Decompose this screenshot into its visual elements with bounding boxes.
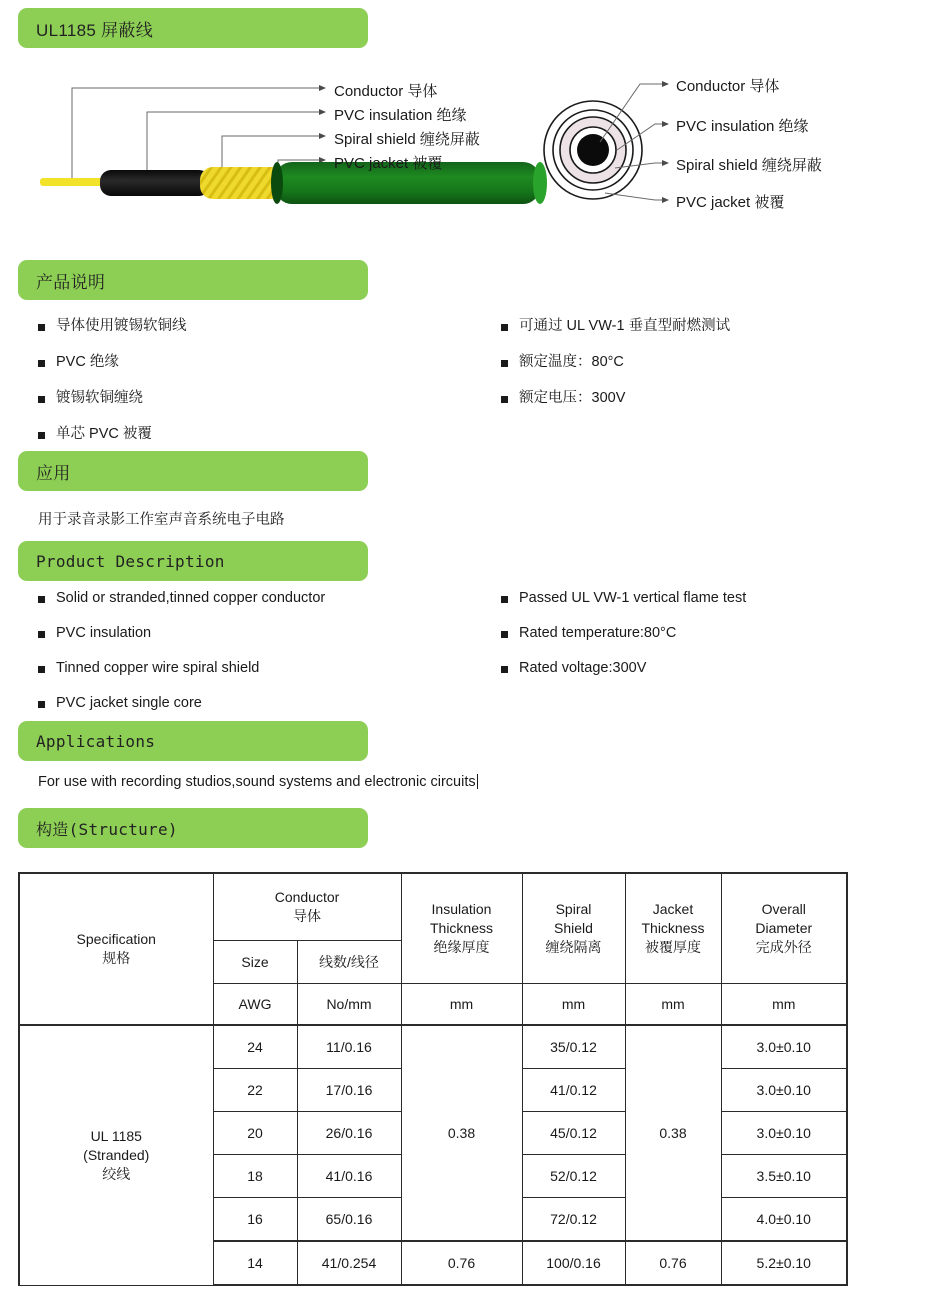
title-band bbox=[18, 8, 368, 48]
unit-mm-jacket: mm bbox=[625, 984, 721, 1026]
list-item-label: Rated voltage:300V bbox=[519, 660, 647, 677]
side-label-pvc-jacket: PVC jacket 被覆 bbox=[334, 155, 443, 172]
cross-label-spiral-shield: Spiral shield 缠绕屏蔽 bbox=[676, 157, 822, 174]
list-item bbox=[38, 589, 325, 607]
list-item bbox=[38, 353, 187, 371]
list-item bbox=[501, 659, 746, 677]
square-bullet-icon bbox=[38, 324, 45, 331]
list-item bbox=[501, 389, 730, 407]
list-item-label: 额定温度：80°C bbox=[519, 354, 624, 371]
cell-specification-label bbox=[19, 1025, 213, 1285]
cell-nomm: 41/0.16 bbox=[297, 1155, 401, 1198]
list-item-label: PVC 绝缘 bbox=[56, 354, 119, 371]
cell-spiral-shield: 100/0.16 bbox=[522, 1241, 625, 1285]
square-bullet-icon bbox=[501, 360, 508, 367]
list-item bbox=[38, 659, 325, 677]
list-item-label: 额定电压：300V bbox=[519, 390, 626, 407]
cell-awg: 18 bbox=[213, 1155, 297, 1198]
cell-insulation-thickness: 0.38 bbox=[401, 1025, 522, 1241]
list-item bbox=[501, 624, 746, 642]
square-bullet-icon bbox=[501, 631, 508, 638]
cell-awg: 20 bbox=[213, 1112, 297, 1155]
header-shield-line2: Shield bbox=[554, 920, 593, 937]
table-header-row-1 bbox=[19, 873, 847, 941]
header-size-cn: 线数/线径 bbox=[297, 941, 401, 984]
list-item bbox=[38, 694, 325, 712]
cell-jacket-thickness: 0.76 bbox=[625, 1241, 721, 1285]
unit-mm-insulation: mm bbox=[401, 984, 522, 1026]
product-description-en-left-list bbox=[38, 589, 325, 730]
header-jacket-cn: 被覆厚度 bbox=[645, 938, 701, 955]
list-item-label: Rated temperature:80°C bbox=[519, 625, 677, 642]
cell-jacket-thickness: 0.38 bbox=[625, 1025, 721, 1241]
square-bullet-icon bbox=[38, 596, 45, 603]
header-size: Size bbox=[213, 941, 297, 984]
header-od-cn: 完成外径 bbox=[755, 938, 812, 955]
cell-spiral-shield: 35/0.12 bbox=[522, 1025, 625, 1069]
section-heading-product-description-en bbox=[18, 541, 368, 581]
side-label-conductor: Conductor 导体 bbox=[334, 83, 438, 100]
list-item-label: 单芯 PVC 被覆 bbox=[56, 426, 152, 443]
header-specification-en: Specification bbox=[76, 931, 156, 948]
section-heading-structure bbox=[18, 808, 368, 848]
heading-label: Product Description bbox=[36, 551, 225, 571]
list-item-label: Tinned copper wire spiral shield bbox=[56, 660, 260, 677]
cell-nomm: 65/0.16 bbox=[297, 1198, 401, 1242]
header-jacket-line1: Jacket bbox=[652, 901, 694, 918]
table-row bbox=[19, 1025, 847, 1069]
square-bullet-icon bbox=[38, 432, 45, 439]
list-item-label: PVC jacket single core bbox=[56, 695, 202, 712]
cell-awg: 14 bbox=[213, 1241, 297, 1285]
cell-awg: 22 bbox=[213, 1069, 297, 1112]
header-specification-cn: 规格 bbox=[102, 950, 131, 966]
square-bullet-icon bbox=[501, 596, 508, 603]
heading-label: Applications bbox=[36, 731, 156, 751]
list-item bbox=[38, 425, 187, 443]
square-bullet-icon bbox=[38, 666, 45, 673]
unit-awg: AWG bbox=[213, 984, 297, 1026]
list-item bbox=[501, 353, 730, 371]
list-item-label: 镀锡软铜缠绕 bbox=[56, 390, 143, 407]
list-item-label: Solid or stranded,tinned copper conductor bbox=[56, 590, 326, 606]
cell-awg: 16 bbox=[213, 1198, 297, 1242]
header-specification bbox=[19, 873, 213, 1025]
cross-label-conductor: Conductor 导体 bbox=[676, 78, 780, 95]
cell-overall-diameter: 4.0±0.10 bbox=[721, 1198, 847, 1242]
header-od-line1: Overall bbox=[761, 901, 806, 918]
applications-en-text bbox=[38, 774, 478, 790]
cell-spiral-shield: 41/0.12 bbox=[522, 1069, 625, 1112]
cell-insulation-thickness: 0.76 bbox=[401, 1241, 522, 1285]
side-label-pvc-insulation: PVC insulation 绝缘 bbox=[334, 107, 467, 124]
cross-label-pvc-insulation: PVC insulation 绝缘 bbox=[676, 118, 809, 135]
cell-overall-diameter: 5.2±0.10 bbox=[721, 1241, 847, 1285]
list-item-label: Passed UL VW-1 vertical flame test bbox=[519, 590, 747, 606]
section-heading-applications-cn bbox=[18, 451, 368, 491]
cell-spiral-shield: 45/0.12 bbox=[522, 1112, 625, 1155]
list-item bbox=[38, 624, 325, 642]
cell-spiral-shield: 52/0.12 bbox=[522, 1155, 625, 1198]
square-bullet-icon bbox=[38, 360, 45, 367]
product-description-en-right-list bbox=[501, 589, 746, 694]
unit-mm-shield: mm bbox=[522, 984, 625, 1026]
applications-en-label: For use with recording studios,sound systems and electronic circuits bbox=[38, 774, 476, 790]
square-bullet-icon bbox=[501, 324, 508, 331]
header-shield-cn: 缠绕隔离 bbox=[545, 938, 602, 955]
cell-nomm: 41/0.254 bbox=[297, 1241, 401, 1285]
square-bullet-icon bbox=[38, 631, 45, 638]
spec-label-line1: UL 1185 bbox=[90, 1127, 142, 1144]
text-caret bbox=[477, 774, 478, 789]
list-item bbox=[38, 389, 187, 407]
header-conductor-cn: 导体 bbox=[293, 908, 321, 924]
list-item-label: 可通过 UL VW-1 垂直型耐燃测试 bbox=[519, 318, 731, 334]
header-shield-line1: Spiral bbox=[555, 901, 592, 918]
square-bullet-icon bbox=[38, 396, 45, 403]
spec-label-line2: (Stranded) bbox=[83, 1146, 150, 1163]
cable-diagram bbox=[0, 62, 941, 237]
header-jacket-thickness bbox=[625, 873, 721, 984]
list-item bbox=[501, 589, 746, 607]
cell-nomm: 17/0.16 bbox=[297, 1069, 401, 1112]
cell-nomm: 26/0.16 bbox=[297, 1112, 401, 1155]
list-item-label: PVC insulation bbox=[56, 625, 152, 642]
square-bullet-icon bbox=[501, 666, 508, 673]
page-title: UL1185 屏蔽线 bbox=[36, 20, 154, 40]
list-item-label: 导体使用镀锡软铜线 bbox=[56, 318, 187, 334]
header-spiral-shield bbox=[522, 873, 625, 984]
heading-label: 构造(Structure) bbox=[36, 819, 178, 839]
cross-label-pvc-jacket: PVC jacket 被覆 bbox=[676, 194, 785, 211]
cell-overall-diameter: 3.0±0.10 bbox=[721, 1069, 847, 1112]
section-heading-applications-en bbox=[18, 721, 368, 761]
header-insulation-line1: Insulation bbox=[431, 901, 492, 918]
unit-nomm: No/mm bbox=[297, 984, 401, 1026]
side-label-spiral-shield: Spiral shield 缠绕屏蔽 bbox=[334, 131, 480, 148]
specification-table bbox=[18, 872, 848, 1286]
list-item bbox=[501, 317, 730, 335]
header-conductor bbox=[213, 873, 401, 941]
cable-diagram-svg bbox=[0, 62, 941, 237]
square-bullet-icon bbox=[38, 701, 45, 708]
cell-overall-diameter: 3.5±0.10 bbox=[721, 1155, 847, 1198]
cell-spiral-shield: 72/0.12 bbox=[522, 1198, 625, 1242]
cell-awg: 24 bbox=[213, 1025, 297, 1069]
header-insulation-thickness bbox=[401, 873, 522, 984]
cell-overall-diameter: 3.0±0.10 bbox=[721, 1112, 847, 1155]
product-description-cn-left-list bbox=[38, 317, 187, 462]
header-conductor-en: Conductor bbox=[274, 889, 340, 906]
heading-label: 应用 bbox=[36, 463, 71, 483]
cable-side-view bbox=[40, 162, 547, 204]
heading-label: 产品说明 bbox=[36, 272, 106, 292]
header-od-line2: Diameter bbox=[755, 920, 813, 937]
product-description-cn-right-list bbox=[501, 317, 730, 425]
list-item bbox=[38, 317, 187, 335]
header-overall-diameter bbox=[721, 873, 847, 984]
section-heading-product-description-cn bbox=[18, 260, 368, 300]
cable-cross-section bbox=[544, 101, 642, 199]
square-bullet-icon bbox=[501, 396, 508, 403]
header-jacket-line2: Thickness bbox=[641, 920, 705, 937]
header-insulation-line2: Thickness bbox=[429, 920, 494, 937]
cell-overall-diameter: 3.0±0.10 bbox=[721, 1025, 847, 1069]
spec-label-line3: 绞线 bbox=[102, 1165, 131, 1182]
applications-cn-text: 用于录音录影工作室声音系统电子电路 bbox=[38, 512, 285, 528]
unit-mm-od: mm bbox=[721, 984, 847, 1026]
cell-nomm: 11/0.16 bbox=[297, 1025, 401, 1069]
header-insulation-cn: 绝缘厚度 bbox=[433, 938, 490, 955]
